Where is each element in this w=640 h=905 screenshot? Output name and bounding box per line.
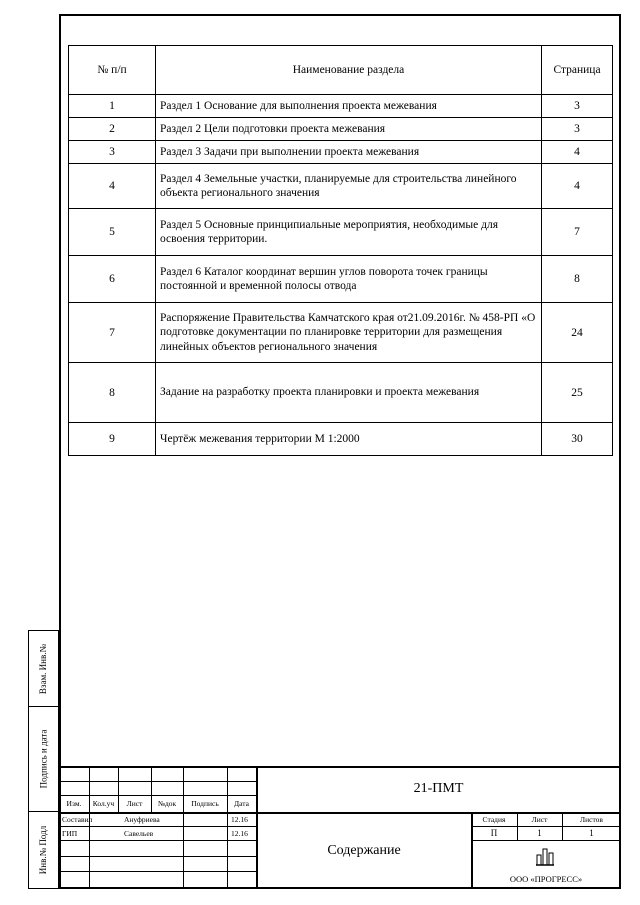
row-section-name: Раздел 5 Основные принципиальные мероприятия, необходимые для освоения территории.	[156, 209, 542, 256]
revision-header: Дата	[234, 799, 249, 808]
table-header-row	[69, 46, 613, 95]
header-num: № п/п	[69, 46, 156, 95]
row-number: 9	[69, 423, 156, 456]
row-section-name: Распоряжение Правительства Камчатского края от21.09.2016г. № 458-РП «О подготовке документации по планировке территории для размещения линейных объектов регионального значения	[156, 303, 542, 363]
revision-header: №док	[157, 799, 177, 808]
company-name: ООО «ПРОГРЕСС»	[509, 874, 583, 884]
row-page: 8	[542, 256, 613, 303]
role-1: Составил	[62, 815, 93, 824]
row-number: 8	[69, 363, 156, 423]
row-number: 3	[69, 141, 156, 164]
row-number: 2	[69, 118, 156, 141]
row-number: 1	[69, 95, 156, 118]
row-section-name: Задание на разработку проекта планировки и проекта межевания	[156, 363, 542, 423]
row-section-name: Раздел 2 Цели подготовки проекта межевания	[156, 118, 542, 141]
stage-label: Стадия	[482, 815, 506, 824]
table-row	[69, 423, 613, 456]
date-2: 12.16	[231, 829, 248, 838]
row-page: 25	[542, 363, 613, 423]
side-label-podpis: Подпись и дата	[38, 729, 49, 789]
row-page: 24	[542, 303, 613, 363]
side-stamp-inv	[28, 811, 59, 889]
sheets-label: Листов	[580, 815, 603, 824]
row-section-name: Раздел 4 Земельные участки, планируемые для строительства линейного объекта регионального значения	[156, 164, 542, 209]
row-section-name: Раздел 1 Основание для выполнения проекта межевания	[156, 95, 542, 118]
side-stamp-vzam	[28, 630, 59, 707]
name-1: Ануфриева	[124, 815, 160, 824]
revision-header: Лист	[126, 799, 143, 808]
revision-header: Кол.уч	[92, 799, 115, 808]
sheet-label: Лист	[531, 815, 548, 824]
revision-header: Подпись	[191, 799, 219, 808]
row-page: 30	[542, 423, 613, 456]
row-number: 4	[69, 164, 156, 209]
row-section-name: Раздел 3 Задачи при выполнении проекта межевания	[156, 141, 542, 164]
role-2: ГИП	[62, 829, 78, 838]
table-row	[69, 363, 613, 423]
company-logo-icon	[536, 847, 554, 867]
project-code: 21-ПМТ	[413, 781, 464, 796]
sheet-value: 1	[537, 828, 542, 838]
sheets-value: 1	[589, 828, 594, 838]
table-body	[69, 95, 613, 456]
document-title: Содержание	[327, 842, 401, 858]
name-2: Савельев	[124, 829, 154, 838]
row-number: 6	[69, 256, 156, 303]
row-page: 7	[542, 209, 613, 256]
row-page: 4	[542, 141, 613, 164]
row-page: 3	[542, 95, 613, 118]
header-name: Наименование раздела	[156, 46, 542, 95]
stage-value: П	[490, 828, 498, 838]
table-row	[69, 141, 613, 164]
side-label-inv: Инв.№ Подл	[38, 825, 49, 875]
table-row	[69, 118, 613, 141]
row-page: 3	[542, 118, 613, 141]
row-section-name: Раздел 6 Каталог координат вершин углов поворота точек границы постоянной и временной полосы отвода	[156, 256, 542, 303]
table-row	[69, 303, 613, 363]
row-section-name: Чертёж межевания территории М 1:2000	[156, 423, 542, 456]
revision-header: Изм.	[66, 799, 82, 808]
row-page: 4	[542, 164, 613, 209]
table-row	[69, 209, 613, 256]
table-row	[69, 95, 613, 118]
table-row	[69, 256, 613, 303]
side-stamp-podpis	[28, 706, 59, 812]
side-label-vzam: Взам. Инв.№	[38, 643, 49, 694]
row-number: 5	[69, 209, 156, 256]
header-page: Страница	[542, 46, 613, 95]
table-row	[69, 164, 613, 209]
row-number: 7	[69, 303, 156, 363]
contents-table	[68, 45, 613, 456]
date-1: 12.16	[231, 815, 248, 824]
